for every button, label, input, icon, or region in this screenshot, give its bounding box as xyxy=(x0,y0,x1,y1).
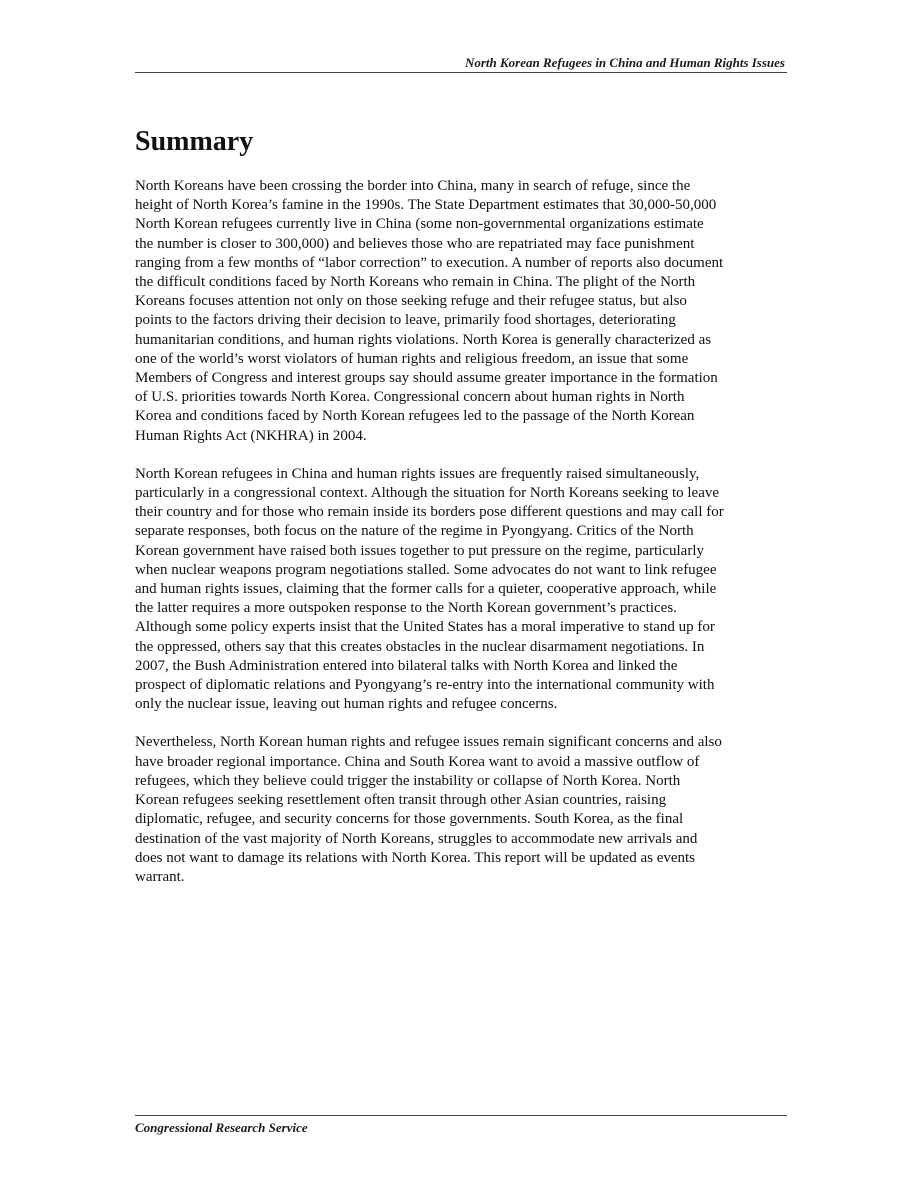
section-heading: Summary xyxy=(135,126,254,157)
text-line: of U.S. priorities towards North Korea. Congressional concern about human rights in North xyxy=(135,389,685,406)
text-line: only the nuclear issue, leaving out human rights and refugee concerns. xyxy=(135,696,558,713)
text-line: Korea and conditions faced by North Korean refugees led to the passage of the North Korean xyxy=(135,408,695,425)
text-line: when nuclear weapons program negotiations stalled. Some advocates do not want to link refugee xyxy=(135,561,717,578)
text-line: and human rights issues, claiming that the former calls for a quieter, cooperative approach, while xyxy=(135,581,717,598)
text-line: North Korean refugees currently live in China (some non-governmental organizations estimate xyxy=(135,216,704,233)
text-line: the difficult conditions faced by North Koreans who remain in China. The plight of the North xyxy=(135,274,696,291)
text-line: separate responses, both focus on the nature of the regime in Pyongyang. Critics of the North xyxy=(135,523,694,540)
running-header-title: North Korean Refugees in China and Human Rights Issues xyxy=(464,55,785,70)
footer-publisher: Congressional Research Service xyxy=(135,1120,308,1135)
footer-rule xyxy=(135,1115,787,1116)
text-line: Korean government have raised both issues together to put pressure on the regime, particularly xyxy=(135,542,704,559)
text-line: North Korean refugees in China and human rights issues are frequently raised simultaneously, xyxy=(135,465,700,482)
text-line: refugees, which they believe could trigger the instability or collapse of North Korea. North xyxy=(135,772,681,789)
text-line: Members of Congress and interest groups say should assume greater importance in the formation xyxy=(135,370,718,387)
text-line: the number is closer to 300,000) and believes those who are repatriated may face punishment xyxy=(135,235,695,252)
text-line: one of the world’s worst violators of human rights and religious freedom, an issue that some xyxy=(135,350,689,367)
text-line: Koreans focuses attention not only on those seeking refuge and their refugee status, but also xyxy=(135,293,687,310)
text-line: the latter requires a more outspoken response to the North Korean government’s practices. xyxy=(135,600,677,617)
paragraph-3 xyxy=(135,733,787,887)
text-line: Nevertheless, North Korean human rights and refugee issues remain significant concerns and also xyxy=(135,734,722,751)
paragraph-2 xyxy=(135,465,787,715)
text-line: Human Rights Act (NKHRA) in 2004. xyxy=(135,427,367,444)
text-line: Korean refugees seeking resettlement often transit through other Asian countries, raising xyxy=(135,792,667,809)
text-line: 2007, the Bush Administration entered into bilateral talks with North Korea and linked the xyxy=(135,657,678,674)
text-line: humanitarian conditions, and human rights violations. North Korea is generally characterized as xyxy=(135,331,712,348)
text-line: ranging from a few months of “labor correction” to execution. A number of reports also document xyxy=(135,254,724,271)
text-line: height of North Korea’s famine in the 1990s. The State Department estimates that 30,000-50,000 xyxy=(135,197,717,214)
header-rule xyxy=(135,72,787,73)
text-line: have broader regional importance. China and South Korea want to avoid a massive outflow of xyxy=(135,753,700,770)
text-line: diplomatic, refugee, and security concerns for those governments. South Korea, as the final xyxy=(135,811,684,828)
text-line: warrant. xyxy=(135,868,185,885)
text-line: North Koreans have been crossing the border into China, many in search of refuge, since the xyxy=(135,178,691,194)
summary-body xyxy=(135,177,787,906)
text-line: points to the factors driving their decision to leave, primarily food shortages, deteriorating xyxy=(135,312,676,329)
text-line: destination of the vast majority of North Koreans, struggles to accommodate new arrivals and xyxy=(135,830,698,847)
text-line: does not want to damage its relations with North Korea. This report will be updated as events xyxy=(135,849,696,866)
paragraph-1 xyxy=(135,177,787,446)
text-line: their country and for those who remain inside its borders pose different questions and may call for xyxy=(135,504,724,521)
text-line: Although some policy experts insist that the United States has a moral imperative to stand up for xyxy=(135,619,715,636)
text-line: prospect of diplomatic relations and Pyongyang’s re-entry into the international community with xyxy=(135,677,715,694)
text-line: the oppressed, others say that this creates obstacles in the nuclear disarmament negotiations. In xyxy=(135,638,705,655)
text-line: particularly in a congressional context. Although the situation for North Koreans seeking to leave xyxy=(135,485,720,502)
